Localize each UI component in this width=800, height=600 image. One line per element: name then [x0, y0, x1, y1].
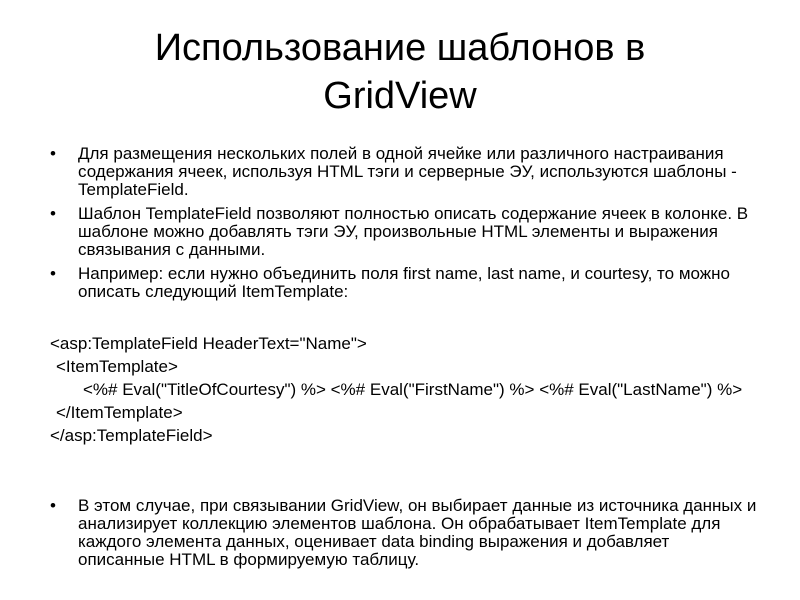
bullet-icon: •	[50, 264, 56, 283]
code-line-template-field-open: <asp:TemplateField HeaderText="Name">	[50, 334, 367, 353]
bullet-text: Например: если нужно объединить поля first name, last name, и courtesy, то можно описать следующий ItemTemplate:	[78, 264, 730, 301]
bullet-item	[0, 265, 800, 301]
code-snippet	[50, 332, 770, 447]
bullet-list	[0, 145, 800, 307]
bullet-item	[0, 145, 800, 199]
bullet-text: В этом случае, при связывании GridView, он выбирает данные из источника данных и анализирует коллекцию элементов шаблона. Он обрабатывает ItemTemplate для каждого элемента данных, оценивает data binding выражения и добавляет описанные HTML в формируемую таблицу.	[78, 496, 757, 569]
bullet-icon: •	[50, 144, 56, 163]
code-line-template-field-close: </asp:TemplateField>	[50, 426, 213, 445]
code-line-item-template-close: </ItemTemplate>	[56, 403, 183, 422]
bullet-item	[0, 205, 800, 259]
bullet-text: Шаблон TemplateField позволяют полностью описать содержание ячеек в колонке. В шаблоне можно добавлять тэги ЭУ, произвольные HTML элементы и выражения связывания с данными.	[78, 204, 749, 259]
slide-title-line-2: GridView	[323, 75, 477, 117]
code-line-eval-expressions: <%# Eval("TitleOfCourtesy") %> <%# Eval("FirstName") %> <%# Eval("LastName") %>	[83, 380, 743, 399]
slide-title-line-1: Использование шаблонов в	[154, 27, 646, 69]
bottom-bullet-list	[0, 497, 800, 575]
slide-title	[40, 24, 760, 120]
code-line-item-template-open: <ItemTemplate>	[56, 357, 178, 376]
bullet-icon: •	[50, 496, 56, 515]
bullet-item	[0, 497, 800, 569]
bullet-text: Для размещения нескольких полей в одной ячейке или различного настраивания содержания ячеек, используя HTML тэги и серверные ЭУ, используются шаблоны - TemplateField.	[78, 144, 737, 199]
bullet-icon: •	[50, 204, 56, 223]
